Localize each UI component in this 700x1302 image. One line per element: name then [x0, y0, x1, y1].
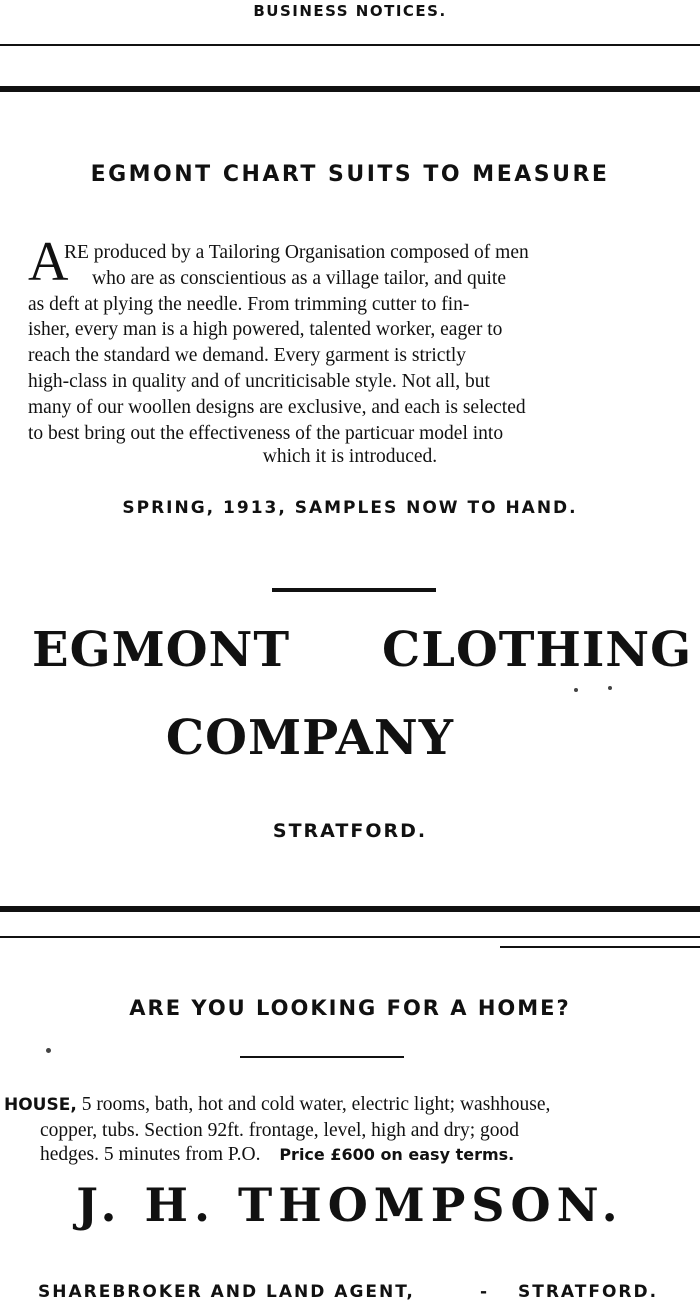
- ad-heading: EGMONT CHART SUITS TO MEASURE: [90, 162, 610, 187]
- agent-name: J. H. THOMPSON.: [76, 1178, 624, 1232]
- print-speck: [574, 688, 578, 692]
- ad-heading: ARE YOU LOOKING FOR A HOME?: [129, 996, 571, 1020]
- body-line: many of our woollen designs are exclusive, and each is selected: [28, 396, 526, 418]
- body-line: RE produced by a Tailoring Organisation composed of men: [64, 242, 529, 263]
- divider: [0, 86, 700, 92]
- agent-location: STRATFORD.: [518, 1282, 659, 1302]
- body-line: reach the standard we demand. Every garment is strictly: [28, 345, 467, 367]
- drop-cap: A: [28, 231, 69, 293]
- company-name-word: COMPANY: [165, 710, 455, 766]
- divider: [0, 44, 700, 46]
- body-last-line: which it is introduced.: [262, 446, 438, 467]
- divider: [240, 1056, 404, 1058]
- company-name-word: CLOTHING: [382, 622, 693, 678]
- samples-notice: SPRING, 1913, SAMPLES NOW TO HAND.: [122, 498, 578, 518]
- body-line: to best bring out the effectiveness of the particuar model into: [28, 422, 504, 444]
- ad-line: copper, tubs. Section 92ft. frontage, level, high and dry; good: [40, 1120, 520, 1141]
- divider: [272, 588, 436, 592]
- separator: -: [480, 1282, 488, 1302]
- divider: [0, 936, 700, 938]
- divider: [500, 946, 700, 948]
- section-title: BUSINESS NOTICES.: [253, 2, 447, 20]
- divider: [0, 906, 700, 912]
- print-speck: [608, 686, 612, 690]
- ad-line-text: 5 rooms, bath, hot and cold water, electric light; washhouse,: [76, 1094, 551, 1115]
- body-line: isher, every man is a high powered, talented worker, eager to: [28, 319, 503, 341]
- body-line: high-class in quality and of uncriticisable style. Not all, but: [28, 370, 490, 392]
- body-line: as deft at plying the needle. From trimming cutter to fin-: [28, 293, 470, 315]
- ad-line-text: hedges. 5 minutes from P.O.: [40, 1144, 261, 1165]
- body-line: who are as conscientious as a village tailor, and quite: [92, 267, 507, 289]
- house-label: HOUSE,: [4, 1095, 77, 1115]
- ad-line: [4, 1092, 694, 1118]
- ad-line: [40, 1142, 695, 1168]
- company-name-word: EGMONT: [32, 622, 291, 678]
- company-location: STRATFORD.: [272, 820, 428, 842]
- print-speck: [46, 1048, 51, 1053]
- price: Price £600 on easy terms.: [279, 1145, 515, 1164]
- agent-title: SHAREBROKER AND LAND AGENT,: [38, 1282, 415, 1302]
- ad-body: [28, 240, 648, 446]
